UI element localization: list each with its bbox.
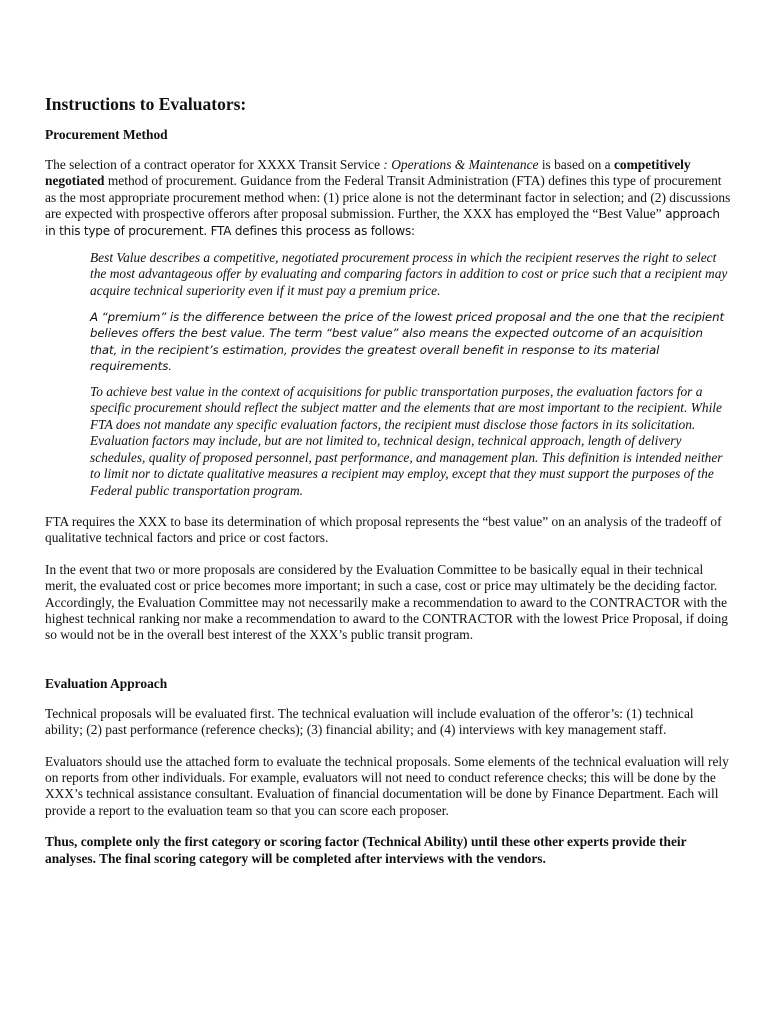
scoring-instruction-paragraph: Thus, complete only the first category or scoring factor (Technical Ability) until these other experts provide their analyses. The final scoring category will be completed after interviews with the vendors. (45, 834, 687, 866)
page-title: Instructions to Evaluators: (45, 94, 247, 114)
section-spacer (45, 659, 731, 676)
procurement-method-heading: Procurement Method (45, 127, 168, 142)
quote-premium-definition: A “premium” is the difference between the price of the lowest priced proposal and the one that the recipient believes offers the best value. The term “best value” also means the expected outcome of an acquisition that, in the recipient’s estimation, provides the greatest overall benefit in response to its material requirements. (90, 310, 724, 373)
intro-emphasis: competitively negotiated (45, 157, 691, 189)
equal-merit-paragraph: In the event that two or more proposals are considered by the Evaluation Committee to be basically equal in their technical merit, the evaluated cost or price becomes more important; in such a case, cost or price may ultimately be the deciding factor. Accordingly, the Evaluation Committee may not necessarily make a recommendation to award to the CONTRACTOR with the highest technical ranking nor make a recommendation to award to the CONTRACTOR with the lowest Price Proposal, if doing so would not be in the overall best interest of the XXX’s public transit program. (45, 561, 728, 643)
fta-requirement-paragraph: FTA requires the XXX to base its determination of which proposal represents the “best value” on an analysis of the tradeoff of qualitative technical factors and price or cost factors. (45, 513, 722, 546)
quote-evaluation-factors: To achieve best value in the context of acquisitions for public transportation purposes, the evaluation factors for a specific procurement should reflect the subject matter and the elements that are most important to the recipient. While FTA does not mandate any specific evaluation factors, the recipient must disclose those factors in its solicitation. Evaluation factors may include, but are not limited to, technical design, technical approach, length of delivery schedules, quality of proposed personnel, past performance, and management plan. This definition is intended neither to limit nor to dictate qualitative measures a recipient may employ, except that they must support the purposes of the Federal public transportation program. (90, 384, 723, 498)
intro-text-f: approach in this type of procurement. FTA defines this process as follows: (45, 207, 720, 238)
document-page (45, 93, 731, 882)
evaluation-form-paragraph: Evaluators should use the attached form to evaluate the technical proposals. Some elements of the technical evaluation will rely on reports from other individuals. For example, evaluators will not need to conduct reference checks; this will be done by the XXX’s technical assistance consultant. Evaluation of financial documentation will be done by Finance Department. Each will provide a report to the evaluation team so that you can score each proposer. (45, 753, 729, 818)
intro-text-e: method of procurement. Guidance from the Federal Transit Administration (FTA) defines this type of procurement as the most appropriate procurement method when: (1) price alone is not the determinant factor in selection; and (2) discussions are expected with prospective offerors after proposal submission. Further, the XXX has employed the “Best Value” (45, 173, 731, 222)
quote-best-value-definition: Best Value describes a competitive, negotiated procurement process in which the recipient reserves the right to select the most advantageous offer by evaluating and comparing factors in addition to cost or price such that a recipient may acquire technical superiority even if it must pay a premium price. (90, 250, 728, 298)
evaluation-order-paragraph: Technical proposals will be evaluated first. The technical evaluation will include evaluation of the offeror’s: (1) technical ability; (2) past performance (reference checks); (3) financial ability; and (4) interviews with key management staff. (45, 705, 694, 738)
intro-text-a: The selection of a contract operator for XXXX Transit Service (45, 157, 384, 172)
intro-service-name: : Operations & Maintenance (383, 157, 539, 172)
procurement-intro-paragraph (45, 157, 731, 239)
intro-text-c: is based on a (538, 157, 614, 172)
evaluation-approach-heading: Evaluation Approach (45, 675, 168, 691)
